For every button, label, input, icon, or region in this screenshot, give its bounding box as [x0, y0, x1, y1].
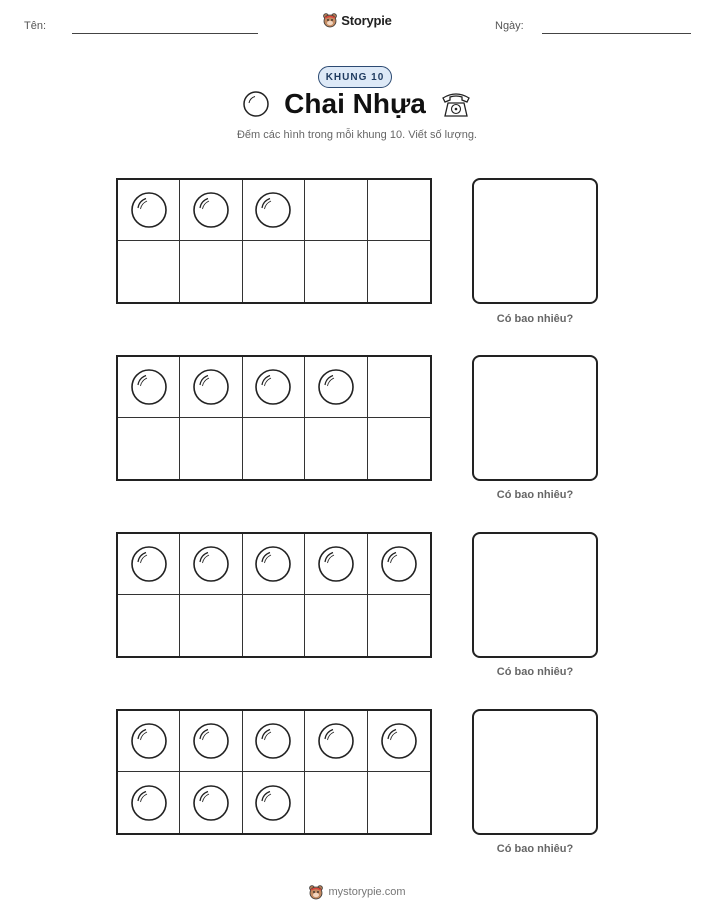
frame-cell — [180, 180, 242, 241]
bubble-icon — [192, 784, 230, 822]
frame-cell — [243, 357, 305, 418]
frame-cell — [118, 595, 180, 656]
bubble-icon — [254, 784, 292, 822]
name-label: Tên: — [24, 20, 47, 32]
bubble-icon — [192, 722, 230, 760]
frame-cell — [368, 241, 430, 302]
bubble-icon — [192, 368, 230, 406]
bubble-icon — [130, 784, 168, 822]
frame-cell — [180, 772, 242, 833]
answer-label-1: Có bao nhiêu? — [496, 313, 574, 325]
date-line[interactable] — [542, 33, 691, 34]
frame-cell — [368, 772, 430, 833]
bubble-icon — [130, 368, 168, 406]
frame-cell — [368, 418, 430, 479]
page-title: Chai Nhựa — [284, 88, 426, 119]
frame-cell — [180, 418, 242, 479]
frame-cell — [118, 241, 180, 302]
instructions: Đếm các hình trong mỗi khung 10. Viết số lượng. — [236, 129, 477, 141]
frame-cell — [305, 595, 367, 656]
bubble-icon — [380, 545, 418, 583]
footer — [0, 884, 714, 900]
bubble-icon — [254, 545, 292, 583]
frame-cell — [305, 241, 367, 302]
frame-cell — [118, 418, 180, 479]
answer-label-2: Có bao nhiêu? — [496, 489, 574, 501]
bubble-icon — [317, 368, 355, 406]
frame-cell — [368, 534, 430, 595]
answer-box-4[interactable] — [472, 709, 598, 835]
bubble-icon — [317, 722, 355, 760]
frame-cell — [180, 595, 242, 656]
frame-cell — [305, 180, 367, 241]
footer-url[interactable]: mystorypie.com — [328, 886, 406, 898]
answer-label-4: Có bao nhiêu? — [496, 843, 574, 855]
frame-cell — [243, 418, 305, 479]
bear-mascot-icon — [322, 12, 338, 28]
answer-box-1[interactable] — [472, 178, 598, 304]
name-line[interactable] — [72, 33, 258, 34]
frame-cell — [118, 772, 180, 833]
frame-cell — [180, 534, 242, 595]
frame-cell — [180, 241, 242, 302]
frame-cell — [118, 534, 180, 595]
bubble-icon — [192, 191, 230, 229]
ten-frame-1 — [116, 178, 432, 304]
frame-cell — [118, 180, 180, 241]
bubble-icon — [254, 191, 292, 229]
answer-label-3: Có bao nhiêu? — [496, 666, 574, 678]
frame-cell — [243, 241, 305, 302]
bubble-icon — [254, 722, 292, 760]
frame-cell — [118, 357, 180, 418]
ten-frame-4 — [116, 709, 432, 835]
frame-cell — [305, 418, 367, 479]
brand-logo — [0, 12, 714, 28]
frame-cell — [368, 180, 430, 241]
date-label: Ngày: — [495, 20, 524, 32]
frame-cell — [368, 357, 430, 418]
topic-badge: KHUNG 10 — [318, 66, 392, 88]
frame-cell — [118, 711, 180, 772]
bubble-icon — [254, 368, 292, 406]
frame-cell — [243, 772, 305, 833]
bubble-icon — [130, 545, 168, 583]
bubble-icon — [317, 545, 355, 583]
frame-cell — [243, 180, 305, 241]
frame-cell — [368, 711, 430, 772]
frame-cell — [243, 595, 305, 656]
bubble-icon — [130, 191, 168, 229]
bubble-icon — [130, 722, 168, 760]
bubble-icon — [380, 722, 418, 760]
frame-cell — [368, 595, 430, 656]
bubble-icon — [242, 90, 270, 118]
frame-cell — [243, 711, 305, 772]
frame-cell — [180, 357, 242, 418]
title-row — [0, 88, 714, 120]
telephone-icon — [440, 89, 472, 119]
frame-cell — [305, 711, 367, 772]
ten-frame-3 — [116, 532, 432, 658]
answer-box-2[interactable] — [472, 355, 598, 481]
bear-mascot-icon — [308, 884, 324, 900]
ten-frame-2 — [116, 355, 432, 481]
frame-cell — [243, 534, 305, 595]
frame-cell — [305, 534, 367, 595]
brand-name: Storypie — [341, 12, 392, 28]
frame-cell — [180, 711, 242, 772]
frame-cell — [305, 772, 367, 833]
answer-box-3[interactable] — [472, 532, 598, 658]
bubble-icon — [192, 545, 230, 583]
frame-cell — [305, 357, 367, 418]
